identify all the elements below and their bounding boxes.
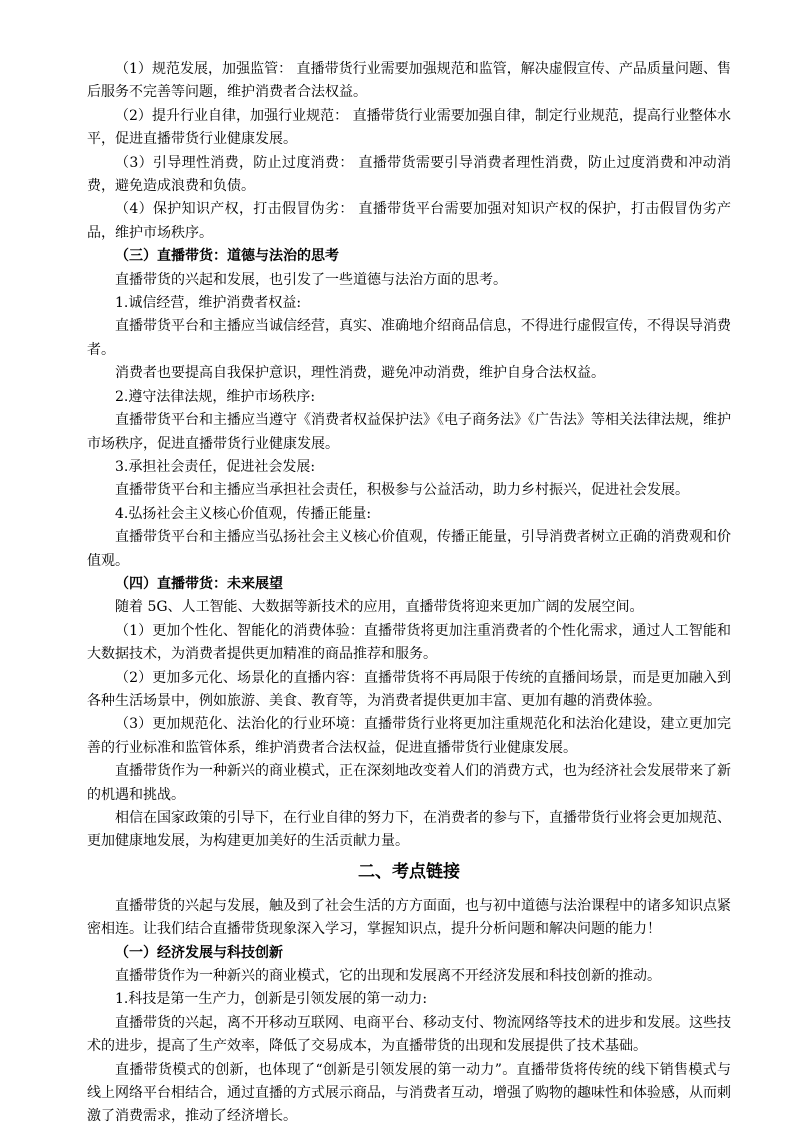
paragraph: （1）更加个性化、智能化的消费体验：直播带货将更加注重消费者的个性化需求，通过人工智能和大数据技术，为消费者提供更加精准的商品推荐和服务。: [87, 622, 731, 663]
section-heading: （一）经济发展与科技创新: [115, 944, 283, 961]
paragraph: 直播带货的兴起与发展，触及到了社会生活的方方面面，也与初中道德与法治课程中的诸多知识点紧密相连。让我们结合直播带货现象深入学习，掌握知识点，提升分析问题和解决问题的能力！: [87, 897, 731, 938]
paragraph: 直播带货平台和主播应当遵守《消费者权益保护法》《电子商务法》《广告法》等相关法律法规，维护市场秩序，促进直播带货行业健康发展。: [87, 412, 731, 452]
list-item-heading: 1.科技是第一生产力，创新是引领发展的第一动力:: [115, 991, 428, 1008]
chapter-title: 二、考点链接: [358, 861, 460, 882]
paragraph: 直播带货平台和主播应当诚信经营，真实、准确地介绍商品信息，不得进行虚假宣传，不得误导消费者。: [87, 318, 731, 358]
section-heading: （三）直播带货：道德与法治的思考: [115, 248, 339, 265]
paragraph: （2）提升行业自律，加强行业规范： 直播带货行业需要加强自律，制定行业规范，提高行业整体水平，促进直播带货行业健康发展。: [87, 107, 731, 148]
paragraph: 直播带货平台和主播应当弘扬社会主义核心价值观，传播正能量，引导消费者树立正确的消费观和价值观。: [87, 529, 731, 569]
paragraph: 随着 5G、人工智能、大数据等新技术的应用，直播带货将迎来更加广阔的发展空间。: [115, 599, 644, 616]
section-heading: （四）直播带货：未来展望: [115, 575, 283, 592]
paragraph: （3）更加规范化、法治化的行业环境：直播带货行业将更加注重规范化和法治化建设，建立更加完善的行业标准和监管体系，维护消费者合法权益，促进直播带货行业健康发展。: [87, 716, 731, 756]
list-item-heading: 2.遵守法律法规，维护市场秩序:: [115, 388, 316, 405]
document-page: [87, 58, 731, 1129]
paragraph: 消费者也要提高自我保护意识，理性消费，避免冲动消费，维护自身合法权益。: [115, 365, 605, 382]
paragraph: 直播带货作为一种新兴的商业模式，它的出现和发展离不开经济发展和科技创新的推动。: [115, 968, 661, 985]
paragraph: 直播带货平台和主播应当承担社会责任，积极参与公益活动，助力乡村振兴，促进社会发展。: [115, 482, 689, 499]
paragraph: （4）保护知识产权，打击假冒伪劣： 直播带货平台需要加强对知识产权的保护，打击假冒伪劣产品，维护市场秩序。: [87, 201, 731, 241]
list-item-heading: 3.承担社会责任，促进社会发展:: [115, 458, 316, 475]
list-item-heading: 4.弘扬社会主义核心价值观，传播正能量:: [115, 505, 372, 522]
paragraph: 直播带货模式的创新，也体现了“创新是引领发展的第一动力”。直播带货将传统的线下销售模式与线上网络平台相结合，通过直播的方式展示商品，与消费者互动，增强了购物的趣味性和体验感，从而刺激了消费需求，推动了经济增长。: [87, 1061, 731, 1125]
list-item-heading: 1.诚信经营，维护消费者权益:: [115, 295, 302, 312]
paragraph: 直播带货的兴起和发展，也引发了一些道德与法治方面的思考。: [115, 271, 507, 288]
paragraph: 相信在国家政策的引导下，在行业自律的努力下，在消费者的参与下，直播带货行业将会更加规范、更加健康地发展，为构建更加美好的生活贡献力量。: [87, 810, 731, 850]
paragraph: （3）引导理性消费，防止过度消费： 直播带货需要引导消费者理性消费，防止过度消费和冲动消费，避免造成浪费和负债。: [87, 154, 731, 195]
paragraph: 直播带货的兴起，离不开移动互联网、电商平台、移动支付、物流网络等技术的进步和发展。这些技术的进步，提高了生产效率，降低了交易成本，为直播带货的出现和发展提供了技术基础。: [87, 1014, 731, 1055]
paragraph: （1）规范发展，加强监管： 直播带货行业需要加强规范和监管，解决虚假宣传、产品质量问题、售后服务不完善等问题，维护消费者合法权益。: [87, 61, 731, 101]
paragraph: （2）更加多元化、场景化的直播内容：直播带货将不再局限于传统的直播间场景，而是更加融入到各种生活场景中，例如旅游、美食、教育等，为消费者提供更加丰富、更加有趣的消费体验。: [87, 669, 731, 709]
paragraph: 直播带货作为一种新兴的商业模式，正在深刻地改变着人们的消费方式，也为经济社会发展带来了新的机遇和挑战。: [87, 763, 731, 803]
